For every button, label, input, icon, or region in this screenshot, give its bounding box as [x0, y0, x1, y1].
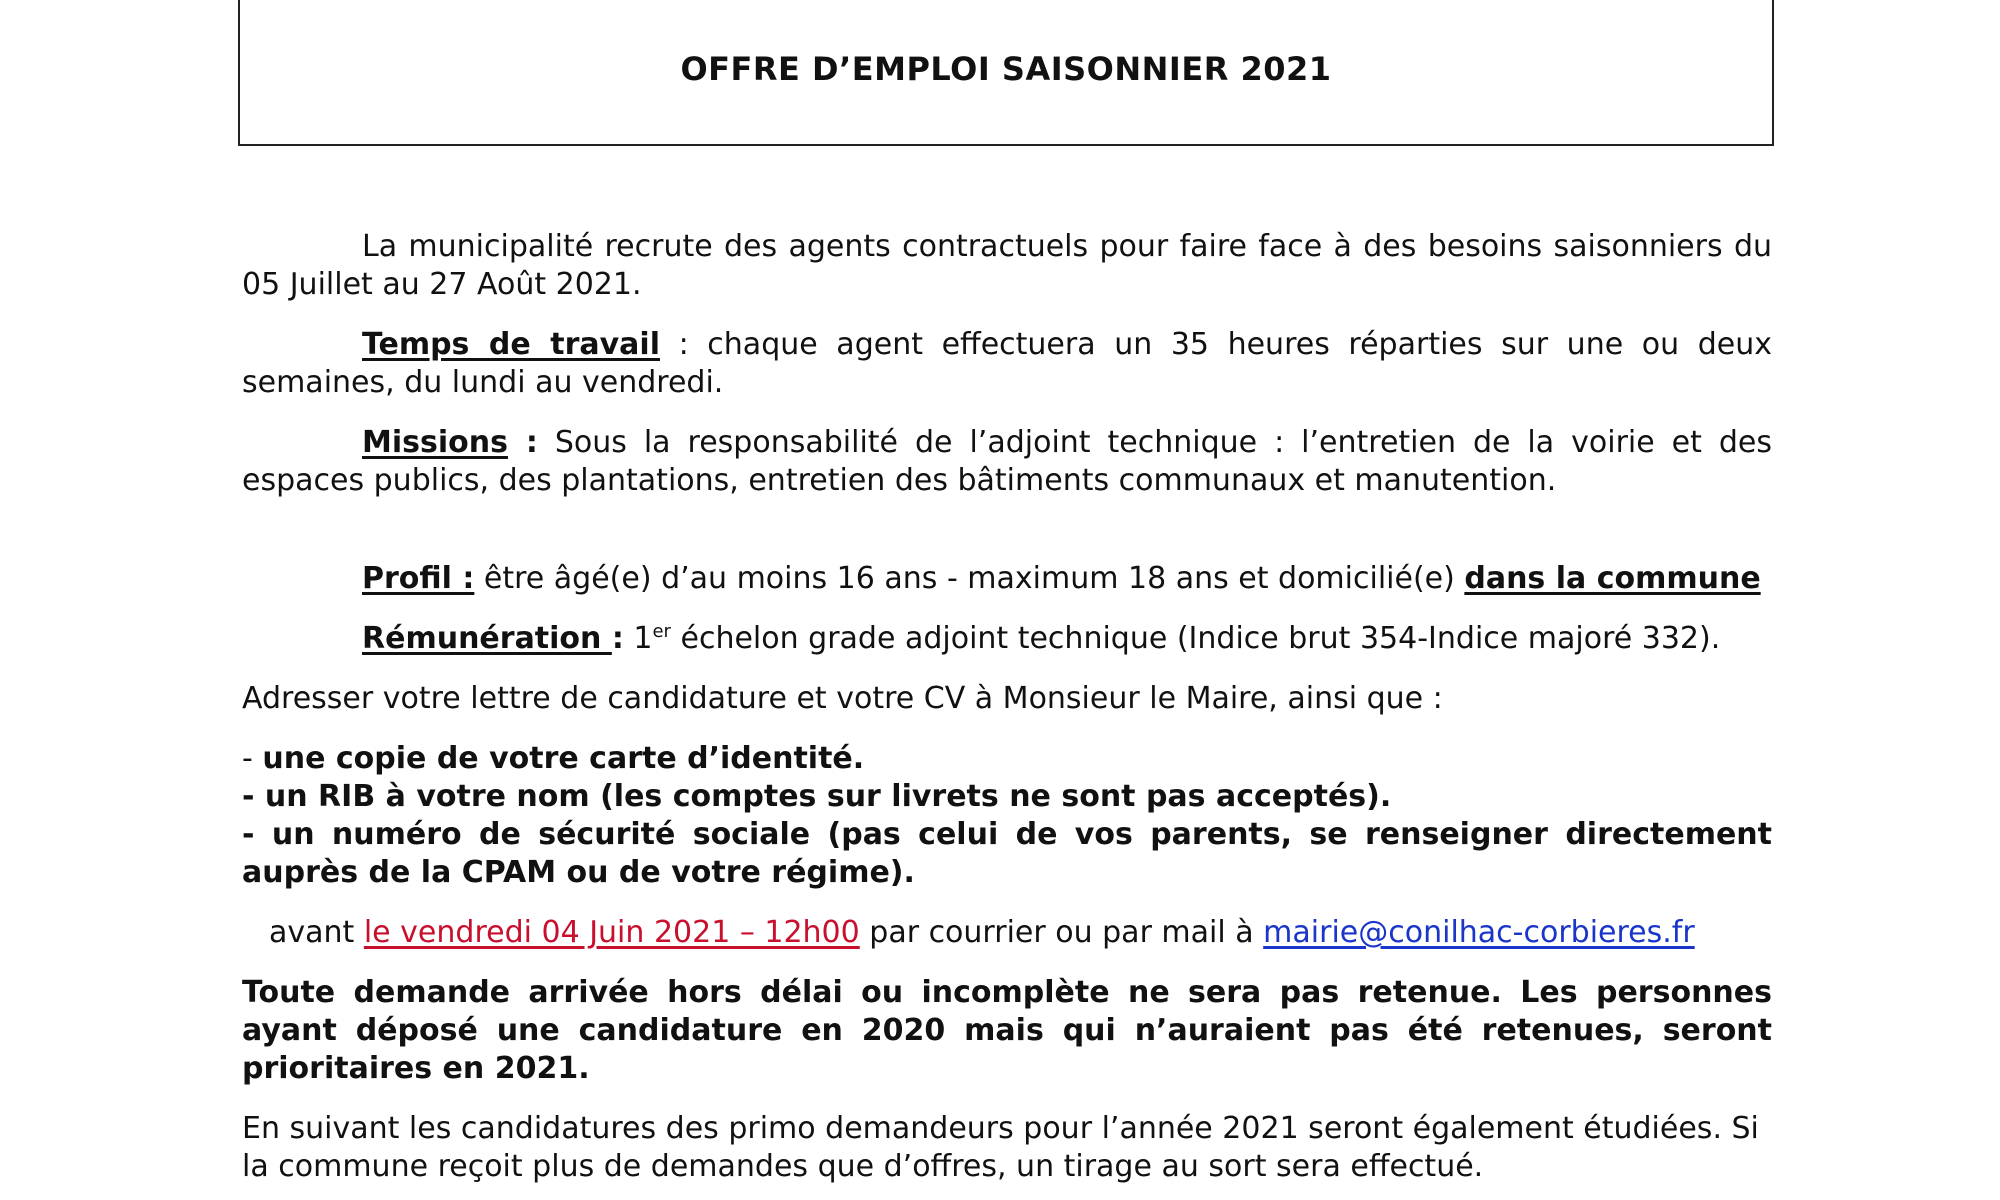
warning-paragraph: Toute demande arrivée hors délai ou incomplète ne sera pas retenue. Les personnes ayant déposé une candidature en 2020 mais qui n’auraient pas été retenues, seront prioritaires en 2021. [242, 975, 1772, 1086]
intro-paragraph: La municipalité recrute des agents contractuels pour faire face à des besoins saisonniers du 05 Juillet au 27 Août 2021. [242, 229, 1772, 302]
working-time-paragraph [242, 326, 1772, 402]
remuneration-sup: er [652, 621, 671, 642]
page-title: OFFRE D’EMPLOI SAISONNIER 2021 [680, 50, 1332, 88]
list-item-prefix: - [242, 741, 263, 776]
list-item: - un numéro de sécurité sociale (pas celui de vos parents, se renseigner directement auprès de la CPAM ou de votre régime). [242, 817, 1772, 890]
title-box [238, 0, 1774, 146]
remuneration-paragraph [242, 620, 1772, 658]
working-time-label: Temps de travail [362, 327, 660, 362]
address-paragraph: Adresser votre lettre de candidature et votre CV à Monsieur le Maire, ainsi que : [242, 681, 1443, 716]
deadline-date: le vendredi 04 Juin 2021 – 12h00 [363, 915, 860, 950]
list-item: - un RIB à votre nom (les comptes sur livrets ne sont pas acceptés). [242, 779, 1392, 814]
missions-label: Missions [362, 425, 508, 460]
remuneration-label: Rémunération [362, 621, 612, 656]
working-time-text: : chaque agent effectuera un 35 heures réparties sur une ou deux semaines, du lundi au vendredi. [242, 327, 1772, 400]
remuneration-num: 1 [623, 621, 653, 656]
closing-paragraph: En suivant les candidatures des primo demandeurs pour l’année 2021 seront également étudiées. Si la commune reçoit plus de demandes que d’offres, un tirage au sort sera effectué. [242, 1111, 1759, 1184]
profile-label: Profil : [362, 561, 475, 596]
documents-list [242, 740, 1772, 892]
list-item-text: une copie de votre carte d’identité. [262, 741, 865, 776]
list-item [242, 740, 1772, 778]
deadline-middle: par courrier ou par mail à [859, 915, 1264, 950]
email-link[interactable]: mairie@conilhac-corbieres.fr [1263, 915, 1695, 950]
deadline-paragraph [242, 914, 1772, 952]
remuneration-text: échelon grade adjoint technique (Indice brut 354-Indice majoré 332). [670, 621, 1721, 656]
profile-text: être âgé(e) d’au moins 16 ans - maximum 18 ans et domicilié(e) [474, 561, 1465, 596]
remuneration-colon: : [611, 621, 624, 656]
deadline-prefix: avant [269, 915, 364, 950]
missions-text: Sous la responsabilité de l’adjoint technique : l’entretien de la voirie et des espaces publics, des plantations, entretien des bâtiments communaux et manutention. [242, 425, 1772, 498]
profile-paragraph [242, 560, 1772, 598]
document-body [242, 228, 1772, 1186]
profile-emphasis: dans la commune [1464, 561, 1761, 596]
missions-paragraph [242, 424, 1772, 500]
missions-colon: : [507, 425, 538, 460]
